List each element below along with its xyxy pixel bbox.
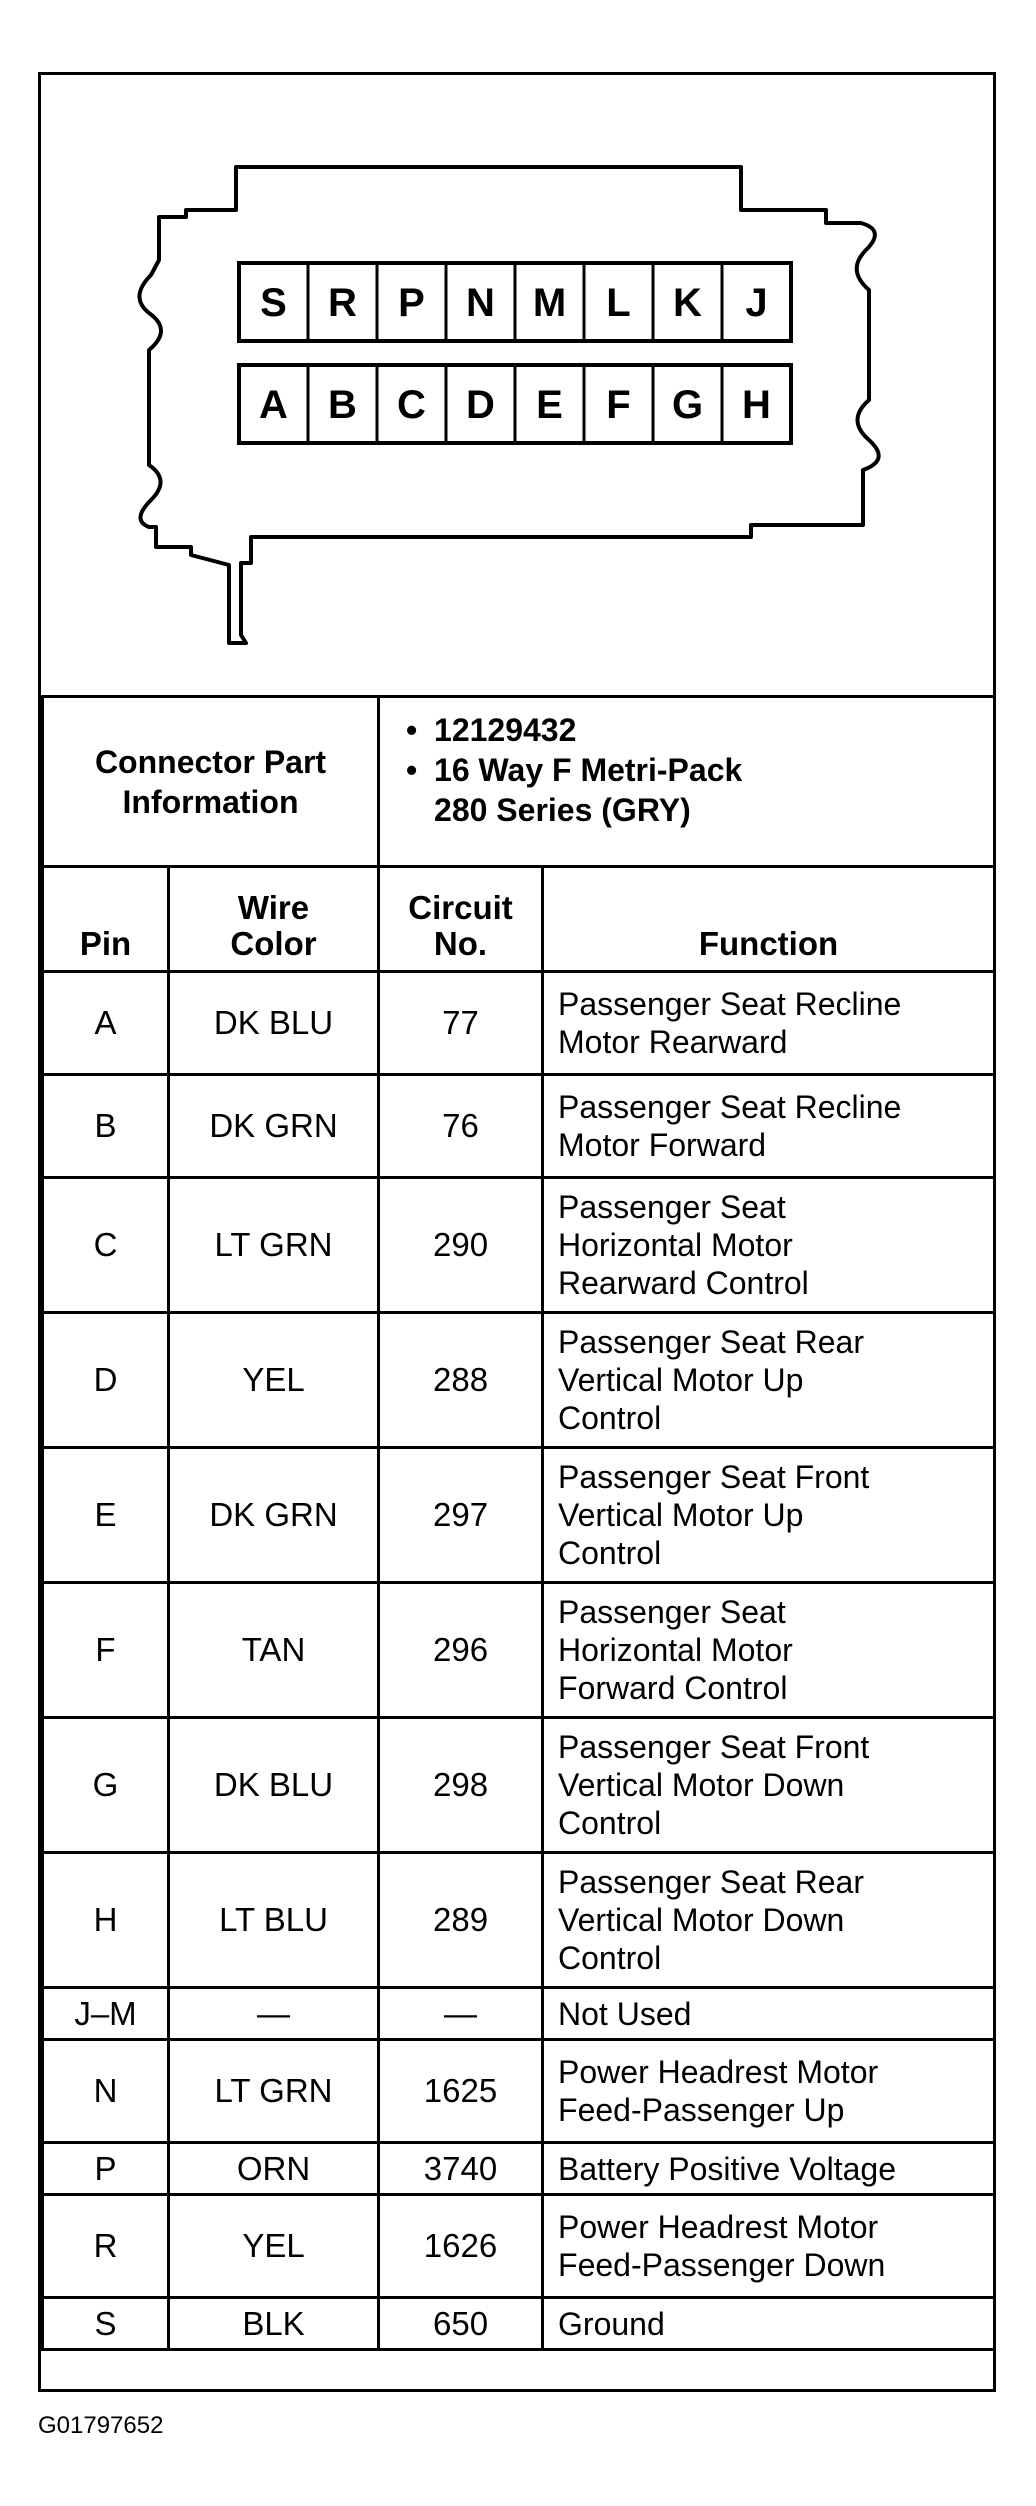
part-info-label (43, 697, 379, 867)
circuit-cell: 3740 (379, 2143, 543, 2195)
function-line: Power Headrest Motor (558, 2054, 879, 2090)
function-cell (543, 1448, 995, 1583)
pin-cell: E (43, 1448, 169, 1583)
header-function: Function (543, 867, 995, 972)
wire-color-cell: YEL (169, 2195, 379, 2298)
function-cell (543, 1313, 995, 1448)
pin-cell: H (43, 1853, 169, 1988)
function-line: Power Headrest Motor (558, 2209, 879, 2245)
function-cell (543, 972, 995, 1075)
pin-label-l: L (606, 281, 631, 325)
pin-cell: A (43, 972, 169, 1075)
wire-color-cell: BLK (169, 2298, 379, 2350)
function-line: Control (558, 1805, 662, 1841)
pin-cell: C (43, 1178, 169, 1313)
pin-label-r: R (328, 281, 357, 325)
wire-color-cell: YEL (169, 1313, 379, 1448)
function-line: Horizontal Motor (558, 1227, 793, 1263)
function-cell (543, 2143, 995, 2195)
function-cell (543, 2298, 995, 2350)
function-cell (543, 1988, 995, 2040)
pin-cell: G (43, 1718, 169, 1853)
header-circuit-no: Circuit No. (379, 867, 543, 972)
pin-cell: J–M (43, 1988, 169, 2040)
connector-outline (41, 75, 993, 695)
function-line: Not Used (558, 1995, 692, 2032)
table-row (43, 1583, 995, 1718)
function-cell (543, 1178, 995, 1313)
circuit-cell: 1626 (379, 2195, 543, 2298)
wire-color-cell: LT GRN (169, 2040, 379, 2143)
table-row (43, 1718, 995, 1853)
pin-cell: S (43, 2298, 169, 2350)
pin-cell: B (43, 1075, 169, 1178)
header-pin: Pin (43, 867, 169, 972)
wire-color-cell: — (169, 1988, 379, 2040)
function-line: Battery Positive Voltage (558, 2150, 896, 2187)
function-line: Vertical Motor Up (558, 1362, 804, 1398)
wire-color-cell: LT GRN (169, 1178, 379, 1313)
header-wire-color: Wire Color (169, 867, 379, 972)
function-line: Motor Forward (558, 1127, 767, 1163)
pin-cell: D (43, 1313, 169, 1448)
function-line: Passenger Seat Recline (558, 1089, 902, 1125)
circuit-cell: 297 (379, 1448, 543, 1583)
pin-label-d: D (466, 383, 495, 427)
circuit-cell: 290 (379, 1178, 543, 1313)
connector-type: • 16 Way F Metri-Pack (406, 750, 993, 790)
connector-table (41, 695, 996, 2351)
connector-diagram (41, 75, 993, 695)
table-row (43, 1075, 995, 1178)
table-row (43, 1448, 995, 1583)
circuit-cell: 296 (379, 1583, 543, 1718)
pin-label-m: M (532, 281, 567, 325)
part-info-row (43, 697, 995, 867)
circuit-cell: 650 (379, 2298, 543, 2350)
table-row (43, 2298, 995, 2350)
table-row (43, 972, 995, 1075)
circuit-cell: 77 (379, 972, 543, 1075)
function-line: Feed-Passenger Up (558, 2092, 845, 2128)
function-line: Rearward Control (558, 1265, 809, 1301)
pin-label-k: K (673, 281, 702, 325)
figure-id: G01797652 (38, 2412, 164, 2439)
pin-label-s: S (260, 281, 287, 325)
wire-color-cell: TAN (169, 1583, 379, 1718)
circuit-cell: 288 (379, 1313, 543, 1448)
function-line: Passenger Seat Rear (558, 1864, 864, 1900)
circuit-cell: — (379, 1988, 543, 2040)
pin-label-c: C (397, 383, 426, 427)
table-row (43, 1853, 995, 1988)
function-line: Passenger Seat Recline (558, 986, 902, 1022)
function-line: Passenger Seat (558, 1594, 786, 1630)
function-line: Passenger Seat Front (558, 1729, 870, 1765)
function-line: Feed-Passenger Down (558, 2247, 886, 2283)
table-row (43, 1988, 995, 2040)
part-info-values (379, 697, 995, 867)
circuit-cell: 298 (379, 1718, 543, 1853)
wire-color-cell: DK BLU (169, 1718, 379, 1853)
pin-cell: N (43, 2040, 169, 2143)
wire-color-cell: LT BLU (169, 1853, 379, 1988)
wire-color-cell: DK BLU (169, 972, 379, 1075)
pin-cell: R (43, 2195, 169, 2298)
table-row (43, 2143, 995, 2195)
function-cell (543, 1718, 995, 1853)
function-line: Horizontal Motor (558, 1632, 793, 1668)
function-line: Passenger Seat Front (558, 1459, 870, 1495)
pin-label-b: B (328, 383, 357, 427)
part-number: • 12129432 (406, 710, 993, 750)
connector-series: 280 Series (GRY) (434, 792, 691, 828)
pin-label-e: E (536, 383, 563, 427)
function-line: Vertical Motor Down (558, 1767, 845, 1803)
pin-label-g: G (671, 383, 704, 427)
function-cell (543, 2195, 995, 2298)
pin-cell: F (43, 1583, 169, 1718)
part-info-label-line2: Information (122, 783, 299, 820)
pin-label-p: P (398, 281, 425, 325)
circuit-cell: 289 (379, 1853, 543, 1988)
function-cell (543, 1583, 995, 1718)
function-line: Motor Rearward (558, 1024, 788, 1060)
pin-label-j: J (745, 281, 768, 325)
connector-frame (38, 72, 996, 2392)
wire-color-cell: ORN (169, 2143, 379, 2195)
function-line: Passenger Seat (558, 1189, 786, 1225)
function-line: Vertical Motor Up (558, 1497, 804, 1533)
pin-label-n: N (466, 281, 495, 325)
function-line: Control (558, 1940, 662, 1976)
pin-label-f: F (606, 383, 631, 427)
table-row (43, 2195, 995, 2298)
function-line: Forward Control (558, 1670, 788, 1706)
function-line: Control (558, 1535, 662, 1571)
wire-color-cell: DK GRN (169, 1075, 379, 1178)
table-row (43, 1313, 995, 1448)
circuit-cell: 76 (379, 1075, 543, 1178)
function-cell (543, 1853, 995, 1988)
function-line: Ground (558, 2305, 665, 2342)
pin-label-a: A (259, 383, 288, 427)
pin-label-h: H (742, 383, 771, 427)
function-cell (543, 1075, 995, 1178)
circuit-cell: 1625 (379, 2040, 543, 2143)
pin-cell: P (43, 2143, 169, 2195)
table-row (43, 2040, 995, 2143)
table-row (43, 1178, 995, 1313)
function-line: Passenger Seat Rear (558, 1324, 864, 1360)
function-line: Control (558, 1400, 662, 1436)
wire-color-cell: DK GRN (169, 1448, 379, 1583)
part-info-label-line1: Connector Part (94, 743, 327, 780)
table-header-row (43, 867, 995, 972)
function-line: Vertical Motor Down (558, 1902, 845, 1938)
function-cell (543, 2040, 995, 2143)
